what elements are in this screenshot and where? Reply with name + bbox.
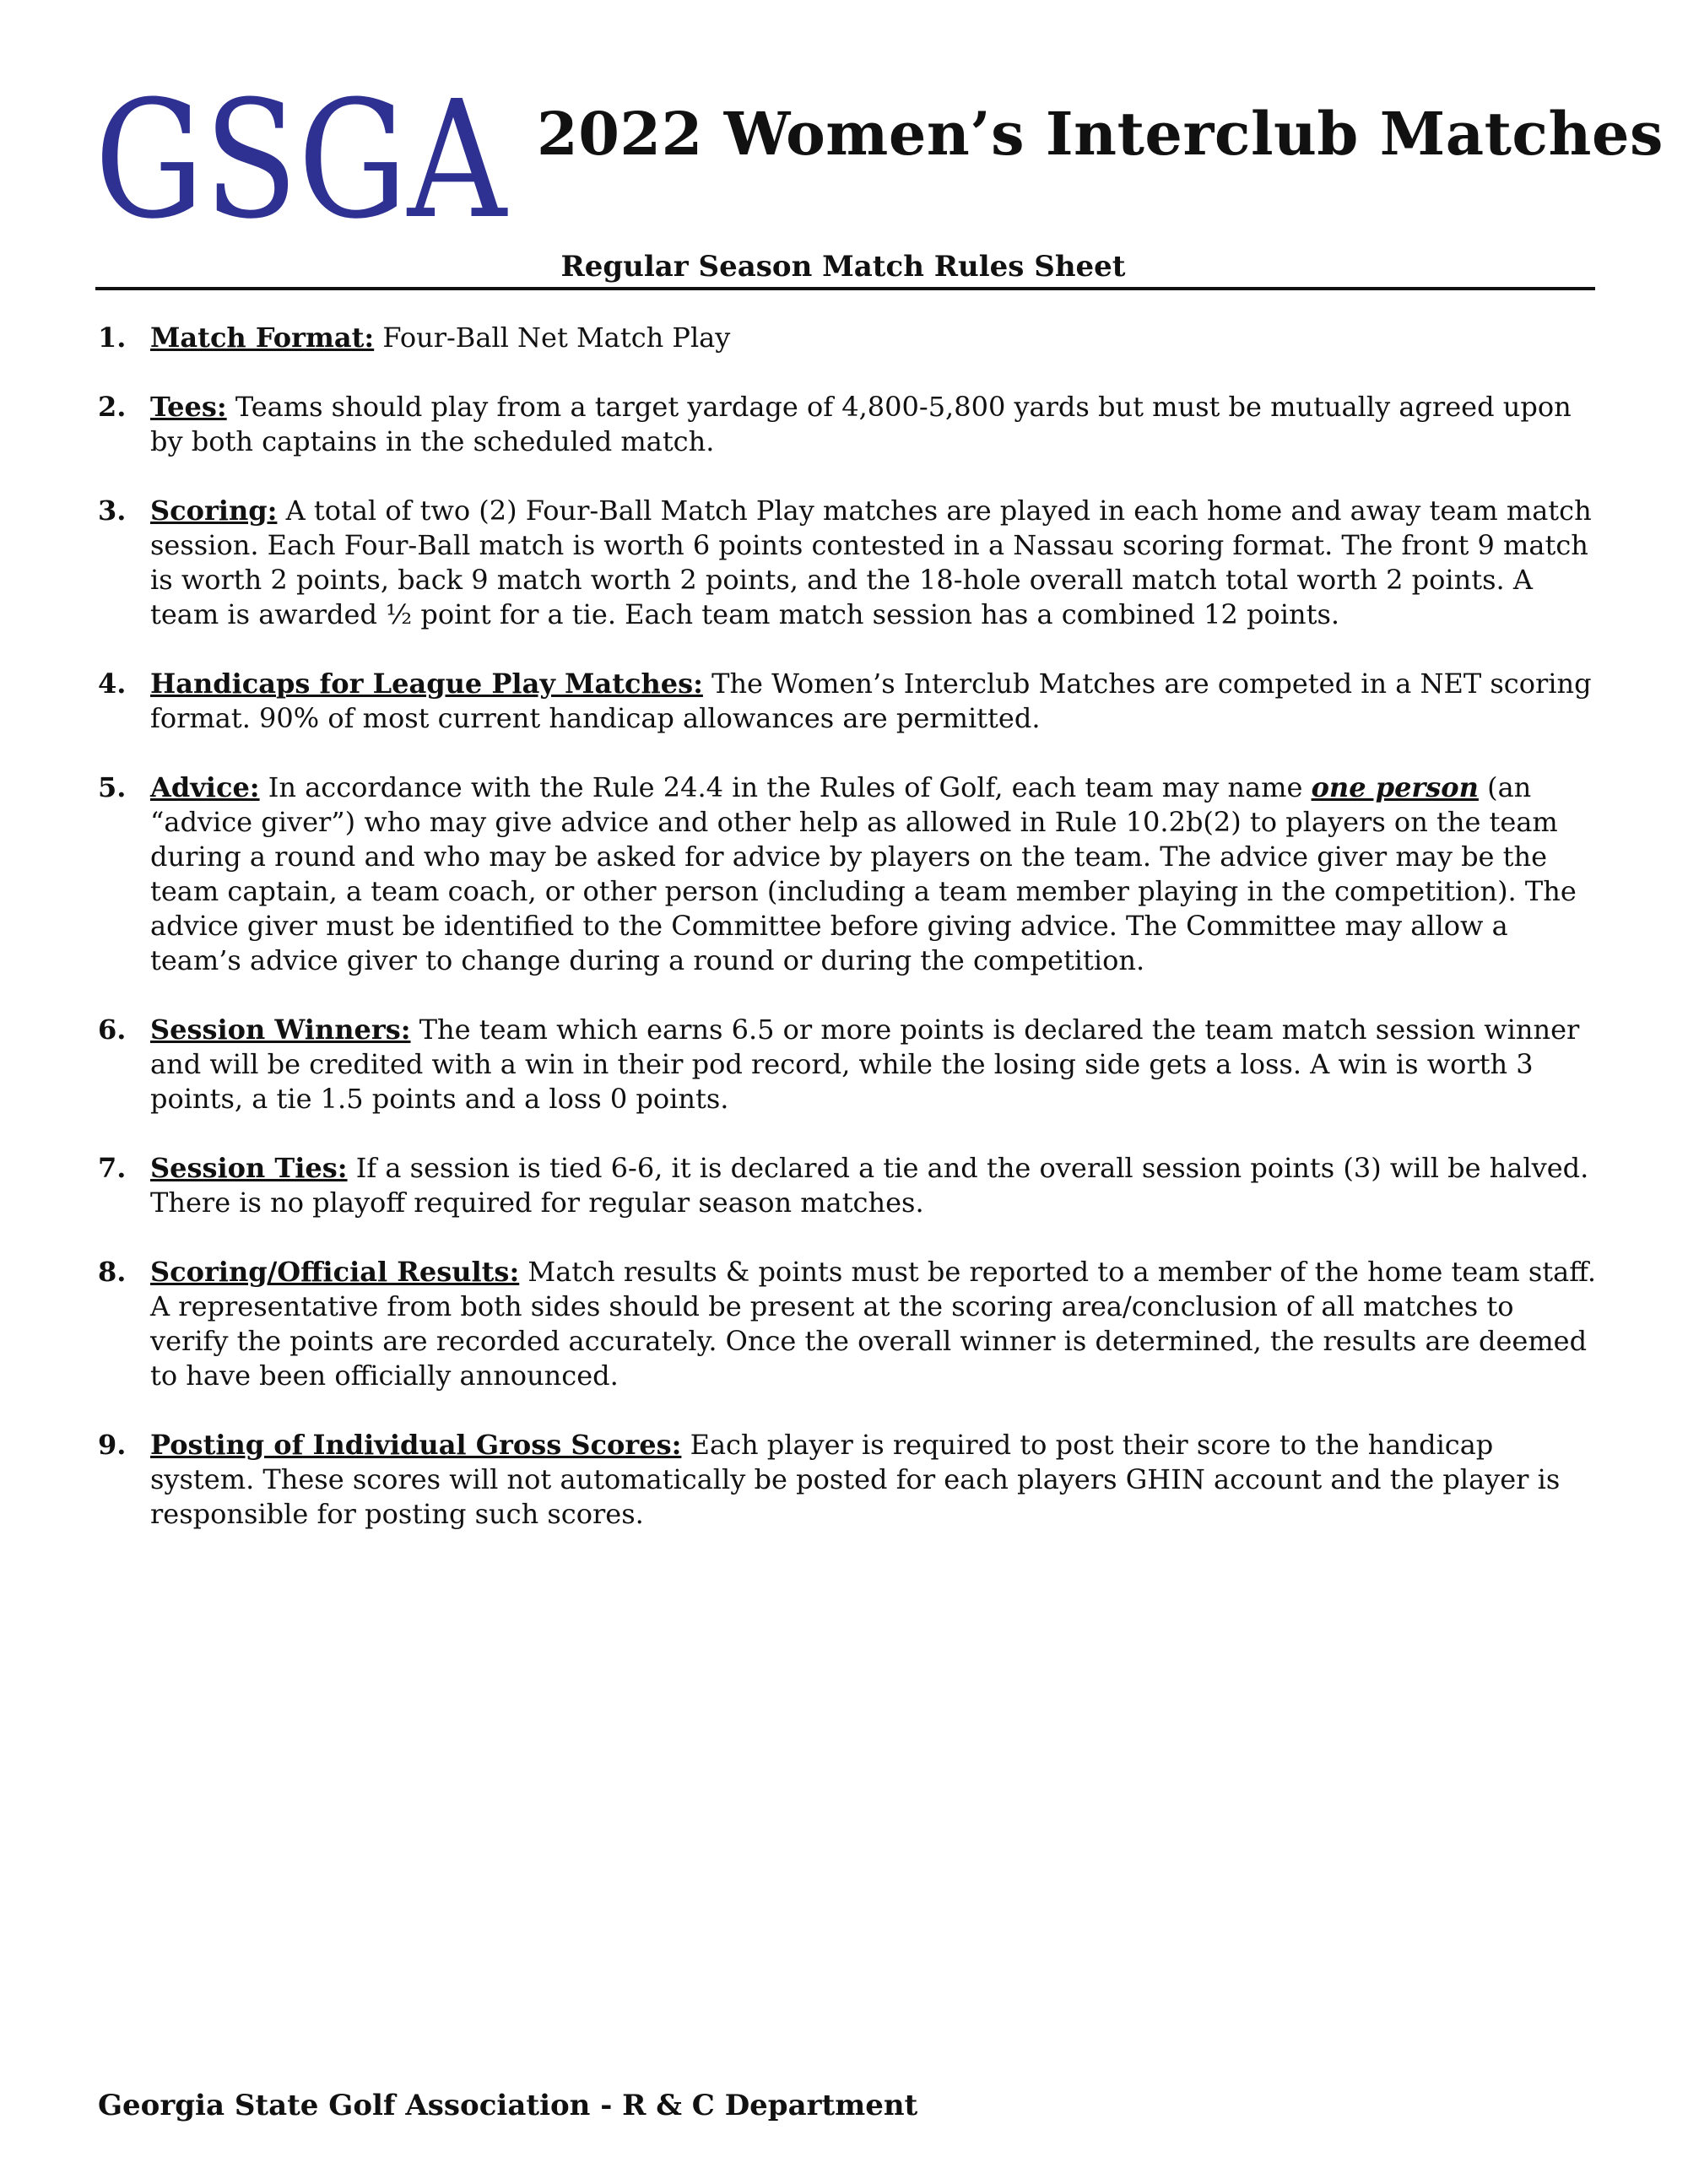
rule-number: 6.: [98, 1014, 127, 1046]
rule-handicaps: [98, 667, 1600, 736]
rule-scoring: [98, 494, 1600, 632]
rule-heading: Session Winners:: [150, 1014, 411, 1046]
gsga-logo: [95, 67, 508, 255]
rule-text: A total of two (2) Four-Ball Match Play matches are played in each home and away team match session. Each Four-Ball match is worth 6 points contested in a Nassau scoring format. The front 9 match is worth 2 points, back 9 match worth 2 points, and the 18-hole overall match total worth 2 points. A team is awarded ½ point for a tie. Each team match session has a combined 12 points.: [150, 495, 1592, 630]
rule-number: 4.: [98, 668, 127, 700]
rule-number: 8.: [98, 1256, 127, 1288]
rule-text: The team which earns 6.5 or more points is declared the team match session winner and will be credited with a win in their pod record, while the losing side gets a loss. A win is worth 3 points, a tie 1.5 points and a loss 0 points.: [150, 1014, 1580, 1115]
header-divider: [95, 287, 1595, 290]
rule-number: 1.: [98, 322, 127, 354]
rule-number: 7.: [98, 1152, 127, 1184]
rule-text-continued: (an “advice giver”) who may give advice and other help as allowed in Rule 10.2b(2) to players on the team during a round and who may be asked for advice by players on the team. The advice giver may be the team captain, a team coach, or other person (including a team member playing in the competition). The advice giver must be identified to the Committee before giving advice. The Committee may allow a team’s advice giver to change during a round or during the competition.: [150, 771, 1577, 976]
rule-number: 3.: [98, 495, 127, 527]
rule-heading: Tees:: [150, 391, 227, 423]
rule-heading: Advice:: [150, 771, 260, 803]
rule-text: Match results & points must be reported to a member of the home team staff. A representative from both sides should be present at the scoring area/conclusion of all matches to verify the points are recorded accurately. Once the overall winner is determined, the results are deemed to have been officially announced.: [150, 1256, 1596, 1392]
rule-session-ties: [98, 1151, 1600, 1220]
rule-text: Each player is required to post their score to the handicap system. These scores will not automatically be posted for each players GHIN account and the player is responsible for posting such scores.: [150, 1429, 1561, 1530]
logo-text: GSGA: [95, 67, 508, 255]
rule-heading: Handicaps for League Play Matches:: [150, 668, 703, 700]
rule-number: 9.: [98, 1429, 127, 1461]
rule-heading: Scoring:: [150, 495, 278, 527]
rule-number: 2.: [98, 391, 127, 423]
rules-list: [98, 321, 1600, 1566]
rule-text: Four-Ball Net Match Play: [374, 322, 731, 354]
rule-posting-scores: [98, 1428, 1600, 1532]
rule-session-winners: [98, 1013, 1600, 1116]
rule-heading: Scoring/Official Results:: [150, 1256, 520, 1288]
rule-text: Teams should play from a target yardage of 4,800-5,800 yards but must be mutually agreed upon by both captains in the scheduled match.: [150, 391, 1572, 457]
rule-number: 5.: [98, 771, 127, 803]
rule-emphasis: one person: [1311, 771, 1479, 803]
rule-advice: [98, 770, 1600, 978]
rule-text: The Women’s Interclub Matches are competed in a NET scoring format. 90% of most current handicap allowances are permitted.: [150, 668, 1592, 734]
rule-official-results: [98, 1255, 1600, 1393]
subtitle-text: Regular Season Match Rules Sheet: [560, 250, 1126, 284]
gsga-logo-graphic: [95, 67, 508, 255]
rule-tees: [98, 390, 1600, 459]
page-subtitle: [0, 246, 1688, 287]
rule-heading: Match Format:: [150, 322, 375, 354]
rule-text: In accordance with the Rule 24.4 in the Rules of Golf, each team may name: [259, 771, 1312, 803]
page-title: 2022 Women’s Interclub Matches: [537, 99, 1664, 169]
page-footer: Georgia State Golf Association - R & C Department: [98, 2089, 918, 2122]
rule-heading: Session Ties:: [150, 1152, 348, 1184]
rule-text: If a session is tied 6-6, it is declared a tie and the overall session points (3) will be halved. There is no playoff required for regular season matches.: [150, 1152, 1589, 1219]
rule-match-format: [98, 321, 1600, 355]
rule-heading: Posting of Individual Gross Scores:: [150, 1429, 682, 1461]
